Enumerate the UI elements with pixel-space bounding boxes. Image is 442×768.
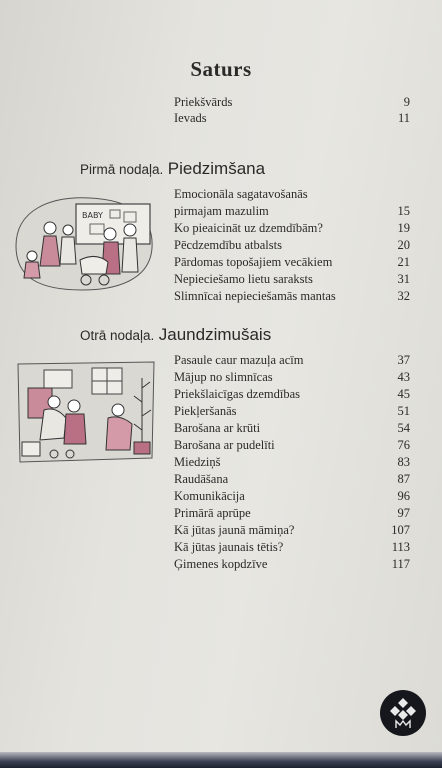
toc-entry-title: Emocionāla sagatavošanās	[174, 187, 308, 201]
toc-entry-title: Slimnīcai nepieciešamās mantas	[174, 289, 336, 303]
toc-entry-title: Komunikācija	[174, 489, 245, 503]
toc-entry	[174, 505, 410, 521]
toc-entry-title: Miedziņš	[174, 455, 221, 469]
toc-entry-page: 96	[397, 489, 410, 503]
toc-entry-page: 31	[397, 272, 410, 286]
toc-entry	[174, 271, 410, 287]
toc-entry	[174, 471, 410, 487]
toc-entry-title: Pārdomas topošajiem vecākiem	[174, 255, 333, 269]
toc-entry	[174, 352, 410, 368]
toc-entry-page: 19	[397, 221, 410, 235]
chapter-heading	[80, 325, 271, 345]
toc-entry	[174, 539, 410, 555]
toc-entry-title: Priekšlaicīgas dzemdības	[174, 387, 301, 401]
toc-entry-title: Pasaule caur mazuļa acīm	[174, 353, 304, 367]
toc-entry-page: 9	[403, 95, 410, 109]
toc-entry-page: 32	[397, 289, 410, 303]
toc-entry-page: 21	[397, 255, 410, 269]
toc-entry-title: Nepieciešamo lietu saraksts	[174, 272, 313, 286]
toc-entry	[174, 237, 410, 253]
toc-entry-title: Raudāšana	[174, 472, 229, 486]
toc-entry-title: Ko pieaicināt uz dzemdībām?	[174, 221, 323, 235]
toc-entry	[174, 488, 410, 504]
toc-entry-title: Primārā aprūpe	[174, 506, 251, 520]
toc-entry-page: 37	[397, 353, 410, 367]
toc-entry	[174, 437, 410, 453]
toc-entry	[174, 454, 410, 470]
toc-entry-title: Mājup no slimnīcas	[174, 370, 273, 384]
toc-entry	[174, 522, 410, 538]
page-edge	[0, 752, 442, 768]
toc-entry-page: 113	[391, 540, 410, 554]
toc-entry-title: pirmajam mazulim	[174, 204, 269, 218]
toc-entry-page: 51	[397, 404, 410, 418]
toc-entry-page: 117	[391, 557, 410, 571]
page-title: Saturs	[190, 57, 252, 81]
family-illustration	[10, 190, 158, 296]
toc-entry-title: Ģimenes kopdzīve	[174, 557, 268, 571]
toc-entry	[174, 288, 410, 304]
chapter-heading	[80, 159, 265, 179]
toc-entry-title: Kā jūtas jaunais tētis?	[174, 540, 284, 554]
toc-entry	[174, 403, 410, 419]
toc-entry	[174, 203, 410, 219]
toc-entry	[174, 94, 410, 110]
chapter-label: Pirmā nodaļa.	[80, 162, 164, 177]
chapter-label: Otrā nodaļa.	[80, 328, 155, 343]
toc-entry-title: Ievads	[174, 111, 207, 125]
publisher-logo-icon	[380, 690, 426, 736]
toc-entry	[174, 386, 410, 402]
toc-entry-title: Barošana ar pudelīti	[174, 438, 275, 452]
toc-entry	[174, 254, 410, 270]
toc-entry-page: 76	[397, 438, 410, 452]
toc-entry-page: 97	[397, 506, 410, 520]
toc-entry-title: Pēcdzemdību atbalsts	[174, 238, 282, 252]
toc-entry-page: 54	[397, 421, 410, 435]
toc-entry-page: 45	[397, 387, 410, 401]
toc-entry-page: 20	[397, 238, 410, 252]
toc-entry-title: Kā jūtas jaunā māmiņa?	[174, 523, 295, 537]
toc-entry-page: 11	[397, 111, 410, 125]
toc-entry-page: 87	[397, 472, 410, 486]
toc-entry-page: 83	[397, 455, 410, 469]
toc-entry	[174, 110, 410, 126]
toc-entry-title: Barošana ar krūti	[174, 421, 261, 435]
chapter-name: Piedzimšana	[167, 159, 266, 178]
nursery-illustration	[14, 358, 158, 466]
toc-entry	[174, 556, 410, 572]
toc-entry	[174, 186, 410, 202]
toc-entry-title: Piekļeršanās	[174, 404, 237, 418]
toc-entry-page: 15	[397, 204, 410, 218]
toc-entry-page: 43	[397, 370, 410, 384]
svg-text:BABY: BABY	[82, 211, 103, 220]
toc-entry	[174, 369, 410, 385]
toc-entry	[174, 220, 410, 236]
toc-entry-page: 107	[391, 523, 410, 537]
toc-entry-title: Priekšvārds	[174, 95, 233, 109]
toc-entry	[174, 420, 410, 436]
chapter-name: Jaundzimušais	[158, 325, 272, 344]
